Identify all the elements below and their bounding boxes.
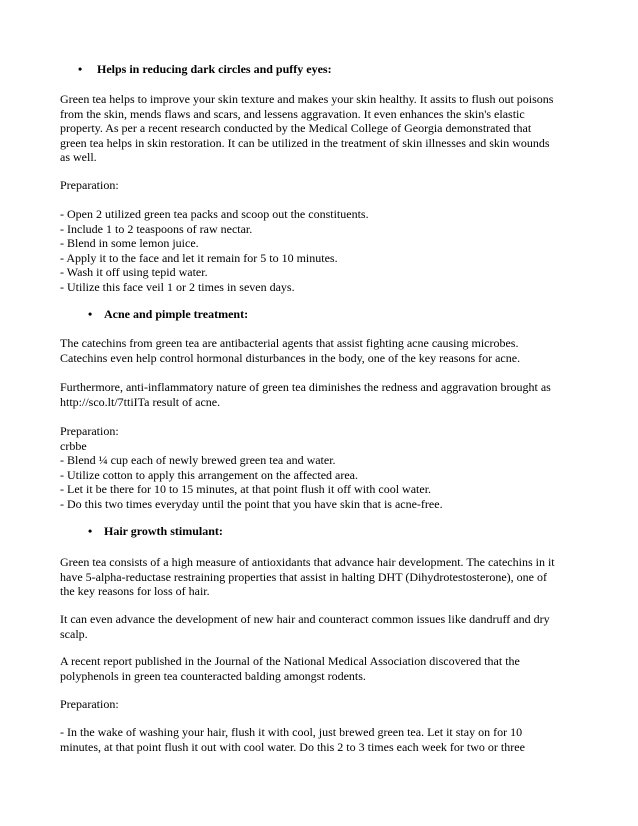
text-line: as well. [60, 150, 97, 165]
paragraph [60, 380, 590, 409]
paragraph [60, 178, 590, 193]
list-item: - Include 1 to 2 teaspoons of raw nectar. [60, 221, 253, 236]
list-item: - Wash it off using tepid water. [60, 265, 208, 280]
list-item: - Utilize this face veil 1 or 2 times in seven days. [60, 279, 295, 294]
text-line: have 5-alpha-reductase restraining properties that assist in halting DHT (Dihydrotestosterone), one of [60, 569, 547, 584]
text-line: Catechins even help control hormonal disturbances in the body, one of the key reasons for acne. [60, 350, 521, 365]
bullet-dot-icon: • [88, 307, 93, 321]
text-line: the key reasons for loss of hair. [60, 584, 210, 599]
paragraph [60, 555, 590, 599]
heading-text: Helps in reducing dark circles and puffy eyes: [97, 62, 332, 76]
paragraph [60, 336, 590, 365]
list-item: - Apply it to the face and let it remain for 5 to 10 minutes. [60, 250, 338, 265]
text-line: Furthermore, anti-inflammatory nature of green tea diminishes the redness and aggravation brought as [60, 380, 551, 394]
list-item: - Let it be there for 10 to 15 minutes, at that point flush it off with cool water. [60, 482, 432, 497]
text-line: from the skin, mends flaws and scars, and lessens aggravation. It even enhances the skin's elastic [60, 106, 525, 121]
list-item: - Open 2 utilized green tea packs and scoop out the constituents. [60, 207, 369, 221]
heading-text: Acne and pimple treatment: [104, 307, 249, 321]
text-line: Preparation: [60, 424, 119, 438]
text-line: The catechins from green tea are antibacterial agents that assist fighting acne causing microbes. [60, 336, 519, 350]
bullet-dot-icon: • [88, 524, 93, 538]
text-line: Green tea helps to improve your skin texture and makes your skin healthy. It assits to flush out poisons [60, 92, 554, 106]
preparation-list [60, 725, 590, 754]
paragraph [60, 697, 590, 712]
text-line: Preparation: [60, 697, 119, 711]
list-item: - Blend ¼ cup each of newly brewed green tea and water. [60, 453, 336, 468]
text-line: Green tea consists of a high measure of antioxidants that advance hair development. The catechins in it [60, 555, 555, 569]
text-line: Preparation: [60, 178, 119, 192]
text-line: scalp. [60, 626, 88, 641]
text-line: minutes, at that point flush it out with cool water. Do this 2 to 3 times each week for two or three [60, 739, 525, 754]
paragraph [60, 654, 590, 683]
text-line: A recent report published in the Journal of the National Medical Association discovered that the [60, 654, 520, 668]
list-item: - Utilize cotton to apply this arrangement on the affected area. [60, 467, 358, 482]
paragraph [60, 612, 590, 641]
preparation-list [60, 207, 590, 295]
list-item: - Blend in some lemon juice. [60, 236, 199, 251]
text-line: http://sco.lt/7ttiITa result of acne. [60, 394, 221, 409]
text-line: green tea helps in skin restoration. It can be utilized in the treatment of skin illnesses and skin wounds [60, 135, 550, 150]
text-line: It can even advance the development of new hair and counteract common issues like dandruff and dry [60, 612, 550, 626]
bullet-dot-icon: • [78, 62, 83, 76]
paragraph [60, 92, 590, 165]
text-line: crbbe [60, 438, 87, 453]
heading-text: Hair growth stimulant: [104, 524, 223, 538]
text-line: property. As per a recent research conducted by the Medical College of Georgia demonstrated that [60, 121, 532, 136]
text-line: polyphenols in green tea counteracted balding amongst rodents. [60, 668, 366, 683]
preparation-list [60, 424, 590, 512]
list-item: - Do this two times everyday until the point that you have skin that is acne-free. [60, 496, 443, 511]
list-item: - In the wake of washing your hair, flush it with cool, just brewed green tea. Let it stay on for 10 [60, 725, 523, 739]
